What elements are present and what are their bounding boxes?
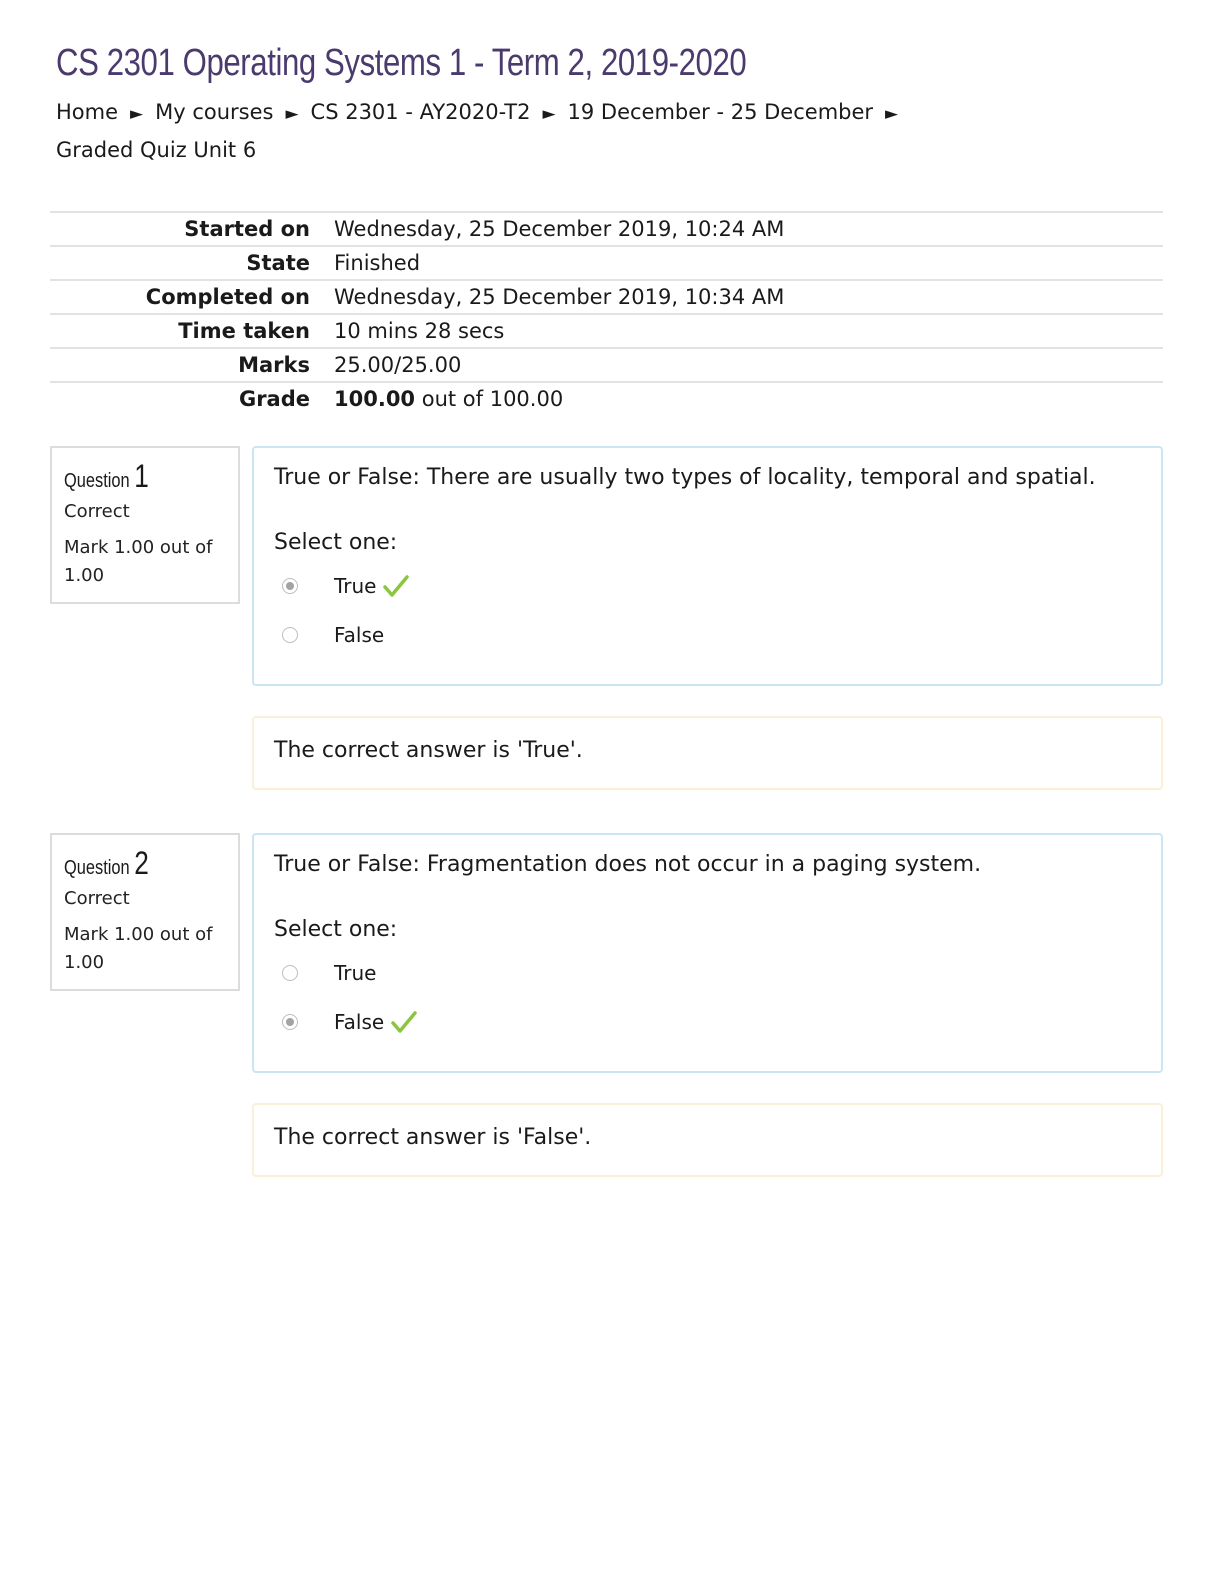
grade-value [334,382,1163,415]
question-label: Question [64,470,130,492]
radio-button[interactable] [282,627,298,643]
answer-option-label: False [334,1009,385,1034]
answer-option-false[interactable] [274,610,1141,659]
grade-total: out of 100.00 [415,387,564,411]
question-mark: Mark 1.00 out of 1.00 [64,924,213,973]
question-number-heading [64,845,197,882]
summary-row-time [50,314,1163,348]
question-number: 1 [134,458,149,494]
correct-answer-feedback-2: The correct answer is 'False'. [252,1103,1163,1177]
question-mark: Mark 1.00 out of 1.00 [64,537,213,586]
breadcrumb-my-courses[interactable]: My courses [155,100,274,124]
question-info-1 [50,446,240,604]
breadcrumb-separator: ► [285,104,299,124]
grade-score: 100.00 [334,387,416,411]
page-title: CS 2301 Operating Systems 1 - Term 2, 2019-2020 [56,42,747,84]
summary-row-completed [50,280,1163,314]
marks-value: 25.00/25.00 [334,348,1163,382]
question-content-1 [252,446,1163,686]
check-icon [382,572,410,600]
breadcrumb-quiz[interactable]: Graded Quiz Unit 6 [56,138,257,162]
question-text: True or False: Fragmentation does not occur in a paging system. [274,852,982,877]
question-content-2 [252,833,1163,1073]
attempt-summary-table [50,211,1163,415]
answer-option-label: True [334,960,377,985]
grade-label: Grade [50,382,334,415]
question-text: True or False: There are usually two types of locality, temporal and spatial. [274,465,1096,490]
state-label: State [50,246,334,280]
radio-button[interactable] [282,965,298,981]
question-state: Correct [64,888,130,909]
summary-row-marks [50,348,1163,382]
breadcrumb-course[interactable]: CS 2301 - AY2020-T2 [310,100,531,124]
state-value: Finished [334,246,1163,280]
breadcrumb-separator: ► [542,104,556,124]
breadcrumb-home[interactable]: Home [56,100,119,124]
completed-on-value: Wednesday, 25 December 2019, 10:34 AM [334,280,1163,314]
question-state: Correct [64,501,130,522]
time-taken-label: Time taken [50,314,334,348]
answer-option-true[interactable] [274,948,1141,997]
summary-row-grade [50,382,1163,415]
breadcrumb-week[interactable]: 19 December - 25 December [567,100,874,124]
question-number-heading [64,458,197,495]
completed-on-label: Completed on [50,280,334,314]
select-one-prompt: Select one: [274,530,398,555]
answer-option-label: False [334,622,385,647]
time-taken-value: 10 mins 28 secs [334,314,1163,348]
breadcrumb-separator: ► [885,104,899,124]
radio-button-selected[interactable] [282,1014,298,1030]
correct-answer-feedback-1: The correct answer is 'True'. [252,716,1163,790]
question-number: 2 [134,845,149,881]
summary-row-state [50,246,1163,280]
started-on-label: Started on [50,212,334,246]
breadcrumb-separator: ► [130,104,144,124]
select-one-prompt: Select one: [274,917,398,942]
answer-option-true[interactable] [274,561,1141,610]
summary-row-started [50,212,1163,246]
check-icon [390,1008,418,1036]
breadcrumb [56,94,1016,168]
started-on-value: Wednesday, 25 December 2019, 10:24 AM [334,212,1163,246]
question-label: Question [64,857,130,879]
answer-option-label: True [334,573,377,598]
question-info-2 [50,833,240,991]
marks-label: Marks [50,348,334,382]
radio-button-selected[interactable] [282,578,298,594]
answer-option-false[interactable] [274,997,1141,1046]
